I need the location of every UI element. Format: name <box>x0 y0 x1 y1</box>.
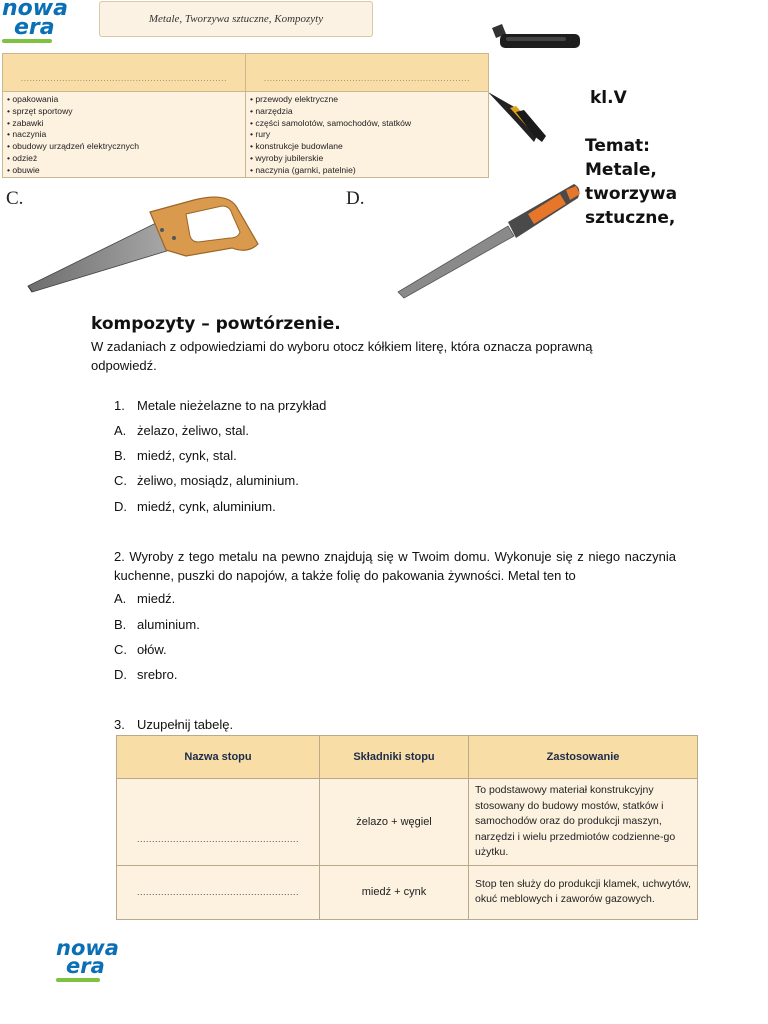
option-letter: C. <box>114 642 127 657</box>
page-title: kompozyty – powtórzenie. <box>91 314 341 334</box>
q2-option-b[interactable] <box>114 617 200 632</box>
logo-line1: nowa <box>2 0 68 21</box>
label-c: C. <box>6 188 24 209</box>
instruction-text: W zadaniach z odpowiedziami do wyboru otocz kółkiem literę, która oznacza poprawną odpowiedź. <box>91 339 593 373</box>
answer-blank: ...................................................... <box>136 834 300 845</box>
list-item: • rury <box>250 129 488 141</box>
uses-blank-left: ...................................................................... <box>21 76 228 83</box>
option-text: miedź, cynk, aluminium. <box>137 499 276 514</box>
alloy-name-blank[interactable] <box>117 779 320 866</box>
q1-option-c[interactable] <box>114 473 299 488</box>
column-header: Składniki stopu <box>320 736 469 779</box>
alloy-usage: To podstawowy materiał konstrukcyjny stosowany do budowy mostów, statków i samochodów oraz do produkcji maszyn, narzędzi i wielu przedmiotów codzienne-go użytku. <box>469 779 698 866</box>
list-item: • wyroby jubilerskie <box>250 153 488 165</box>
option-letter: B. <box>114 617 127 632</box>
uses-table-header <box>3 54 488 92</box>
q1-option-a[interactable] <box>114 423 249 438</box>
option-text: żeliwo, mosiądz, aluminium. <box>137 473 299 488</box>
question-text: Uzupełnij tabelę. <box>137 717 234 732</box>
handsaw-image <box>26 192 262 294</box>
list-item: • obudowy urządzeń elektrycznych <box>7 141 245 153</box>
table-header-row <box>117 736 698 779</box>
q2-option-d[interactable] <box>114 667 177 682</box>
question-number: 3. <box>114 717 125 732</box>
option-text: miedź. <box>137 591 176 606</box>
file-tool-image <box>396 178 582 300</box>
banner-title: Metale, Tworzywa sztuczne, Kompozyty <box>148 13 324 25</box>
question-1 <box>114 398 326 413</box>
list-item: • zabawki <box>7 118 245 130</box>
worksheet-banner <box>99 1 373 37</box>
option-text: ołów. <box>137 642 167 657</box>
alloy-usage: Stop ten służy do produkcji klamek, uchwytów, okuć meblowych i zaworów gazowych. <box>469 865 698 919</box>
list-item: • obuwie <box>7 165 245 177</box>
logo-swoosh <box>56 978 100 982</box>
question-3 <box>114 717 233 732</box>
option-letter: B. <box>114 448 127 463</box>
uses-blank-right: ...................................................................... <box>245 54 488 91</box>
alloy-table <box>116 735 698 920</box>
topic-line: Temat: <box>585 136 650 156</box>
list-item: • narzędzia <box>250 106 488 118</box>
q1-option-b[interactable] <box>114 448 237 463</box>
question-text: Metale nieżelazne to na przykład <box>137 398 327 413</box>
logo-line1: nowa <box>56 936 119 960</box>
column-header: Zastosowanie <box>469 736 698 779</box>
q2-option-c[interactable] <box>114 642 167 657</box>
alloy-components: miedź + cynk <box>320 865 469 919</box>
alloy-components: żelazo + węgiel <box>320 779 469 866</box>
option-text: żelazo, żeliwo, stal. <box>137 423 249 438</box>
uses-left-list <box>7 94 245 177</box>
uses-right-list <box>250 94 488 177</box>
class-label: kl.V <box>590 88 627 108</box>
alloy-name-blank[interactable] <box>117 865 320 919</box>
q1-option-d[interactable] <box>114 499 276 514</box>
topic-line: tworzywa <box>585 184 678 204</box>
topic-line: sztuczne, <box>585 208 676 228</box>
option-text: miedź, cynk, stal. <box>137 448 237 463</box>
column-header: Nazwa stopu <box>117 736 320 779</box>
logo-line2: era <box>14 14 55 40</box>
uses-table <box>2 53 489 178</box>
option-text: srebro. <box>137 667 178 682</box>
logo-swoosh <box>2 39 52 43</box>
option-letter: A. <box>114 423 127 438</box>
topic-heading <box>585 134 677 230</box>
list-item: • sprzęt sportowy <box>7 106 245 118</box>
question-2-text: 2. Wyroby z tego metalu na pewno znajdują się w Twoim domu. Wykonuje się z niego naczynia kuchenne, puszki do napojów, a także folię do pakowania żywności. Metal ten to <box>114 549 676 583</box>
nowa-era-logo-bottom <box>56 936 119 982</box>
list-item: • naczynia (garnki, patelnie) <box>250 165 488 177</box>
option-letter: A. <box>114 591 127 606</box>
q2-option-a[interactable] <box>114 591 175 606</box>
option-text: aluminium. <box>137 617 200 632</box>
option-letter: C. <box>114 473 127 488</box>
option-letter: D. <box>114 499 127 514</box>
list-item: • naczynia <box>7 129 245 141</box>
list-item: • części samolotów, samochodów, statków <box>250 118 488 130</box>
list-item: • opakowania <box>7 94 245 106</box>
list-item: • konstrukcje budowlane <box>250 141 488 153</box>
nowa-era-logo <box>2 0 68 43</box>
list-item: • odzież <box>7 153 245 165</box>
topic-line: Metale, <box>585 160 657 180</box>
option-letter: D. <box>114 667 127 682</box>
label-d: D. <box>346 188 365 209</box>
list-item: • przewody elektryczne <box>250 94 488 106</box>
answer-blank: ...................................................... <box>136 886 300 897</box>
pliers-image <box>486 16 582 152</box>
question-number: 1. <box>114 398 125 413</box>
logo-line2: era <box>66 953 105 978</box>
table-row <box>117 779 698 866</box>
table-row <box>117 865 698 919</box>
